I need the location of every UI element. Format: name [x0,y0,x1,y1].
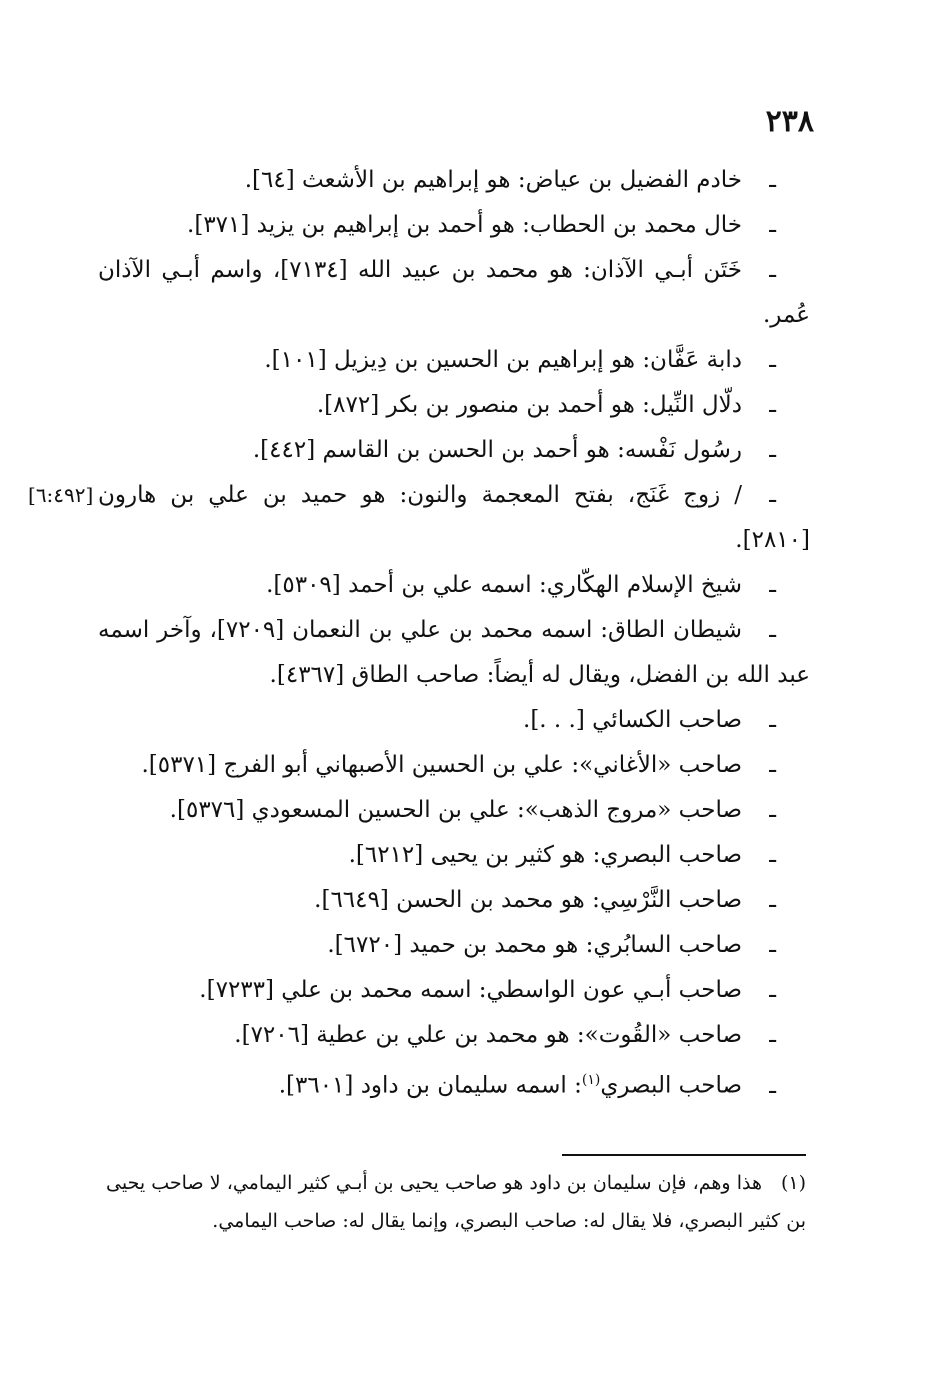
entry-text: خَتَن أبـي الآذان: هو محمد بن عبيد الله [٧١٣٤]، واسم أبـي الآذان عُمر. [98,257,810,328]
entry-dash: ـ [769,1022,776,1048]
entry-text: صاحب الكسائي [. . .]. [523,707,742,733]
entry-text: صاحب «القُوت»: هو محمد بن علي بن عطية [٧٢٠٦]. [234,1022,742,1048]
entry-dash: ـ [769,617,776,643]
list-item [98,428,810,473]
list-item [98,383,810,428]
entry-dash: ـ [769,482,776,508]
entry-text: : اسمه سليمان بن داود [٣٦٠١]. [278,1072,582,1099]
entry-text: شيخ الإسلام الهكّاري: اسمه علي بن أحمد [٥٣٠٩]. [266,572,742,598]
entry-text: صاحب «الأغاني»: علي بن الحسين الأصبهاني أبو الفرج [٥٣٧١]. [141,752,742,778]
list-item [98,878,810,923]
margin-reference: [٦:٤٩٢] [28,483,94,507]
page-number: ٢٣٨ [765,104,814,139]
entry-dash: ـ [769,752,776,778]
entry-dash: ـ [769,842,776,868]
entry-text: صاحب السابُري: هو محمد بن حميد [٦٧٢٠]. [327,932,742,958]
entry-text: رسُول نَفْسه: هو أحمد بن الحسن بن القاسم [٤٤٢]. [252,437,742,463]
list-item [98,788,810,833]
list-item [98,923,810,968]
footnote-number: (١) [780,1172,806,1194]
entry-text: صاحب البصري [600,1072,742,1099]
entry-text: صاحب «مروج الذهب»: علي بن الحسين المسعودي [٥٣٧٦]. [169,797,742,823]
entry-text: / زوج غَنَج، بفتح المعجمة والنون: هو حميد بن علي بن هارون [٢٨١٠]. [98,482,810,553]
entry-dash: ـ [769,887,776,913]
entry-dash: ـ [769,797,776,823]
entry-text: صاحب النَّرْسِي: هو محمد بن الحسن [٦٦٤٩]. [314,887,742,913]
entry-text: صاحب أبـي عون الواسطي: اسمه محمد بن علي [٧٢٣٣]. [199,977,742,1003]
entry-dash: ـ [769,212,776,238]
entry-dash: ـ [769,167,776,193]
entry-text: خال محمد بن الحطاب: هو أحمد بن إبراهيم بن يزيد [٣٧١]. [187,212,742,238]
entry-text: خادم الفضيل بن عياض: هو إبراهيم بن الأشعث [٦٤]. [244,167,742,193]
list-item [98,563,810,608]
entry-dash: ـ [769,572,776,598]
list-item [98,248,810,338]
entry-text: شيطان الطاق: اسمه محمد بن علي بن النعمان [٧٢٠٩]، وآخر اسمه عبد الله بن الفضل، ويقال له أيضاً: صاحب الطاق [٤٣٦٧]. [98,617,810,688]
entry-dash: ـ [769,977,776,1003]
list-item [98,203,810,248]
entry-text: دابة عَفَّان: هو إبراهيم بن الحسين بن دِيزيل [١٠١]. [264,347,742,373]
entry-dash: ـ [769,437,776,463]
entry-dash: ـ [769,932,776,958]
entry-dash: ـ [769,707,776,733]
footnote-marker[interactable]: (١) [581,1072,601,1088]
entry-dash: ـ [769,257,776,283]
entry-list [28,158,810,1109]
list-item [98,698,810,743]
footnote-divider [562,1154,806,1156]
list-item [98,1058,810,1109]
list-item [98,743,810,788]
list-item [28,473,810,563]
entry-dash: ـ [769,1072,776,1099]
list-item [98,833,810,878]
entry-text: دلّال النِّيل: هو أحمد بن منصور بن بكر [٨٧٢]. [316,392,742,418]
footnote-text: هذا وهم، فإن سليمان بن داود هو صاحب يحيى بن أبـي كثير اليمامي، لا صاحب يحيى بن كثير البصري، فلا يقال له: صاحب البصري، وإنما يقال له: صاحب اليمامي. [106,1172,806,1232]
entry-dash: ـ [769,347,776,373]
list-item [98,608,810,698]
entry-text: صاحب البصري: هو كثير بن يحيى [٦٢١٢]. [348,842,742,868]
list-item [98,1013,810,1058]
list-item [98,158,810,203]
entry-dash: ـ [769,392,776,418]
list-item [98,338,810,383]
list-item [98,968,810,1013]
footnote [106,1164,806,1240]
